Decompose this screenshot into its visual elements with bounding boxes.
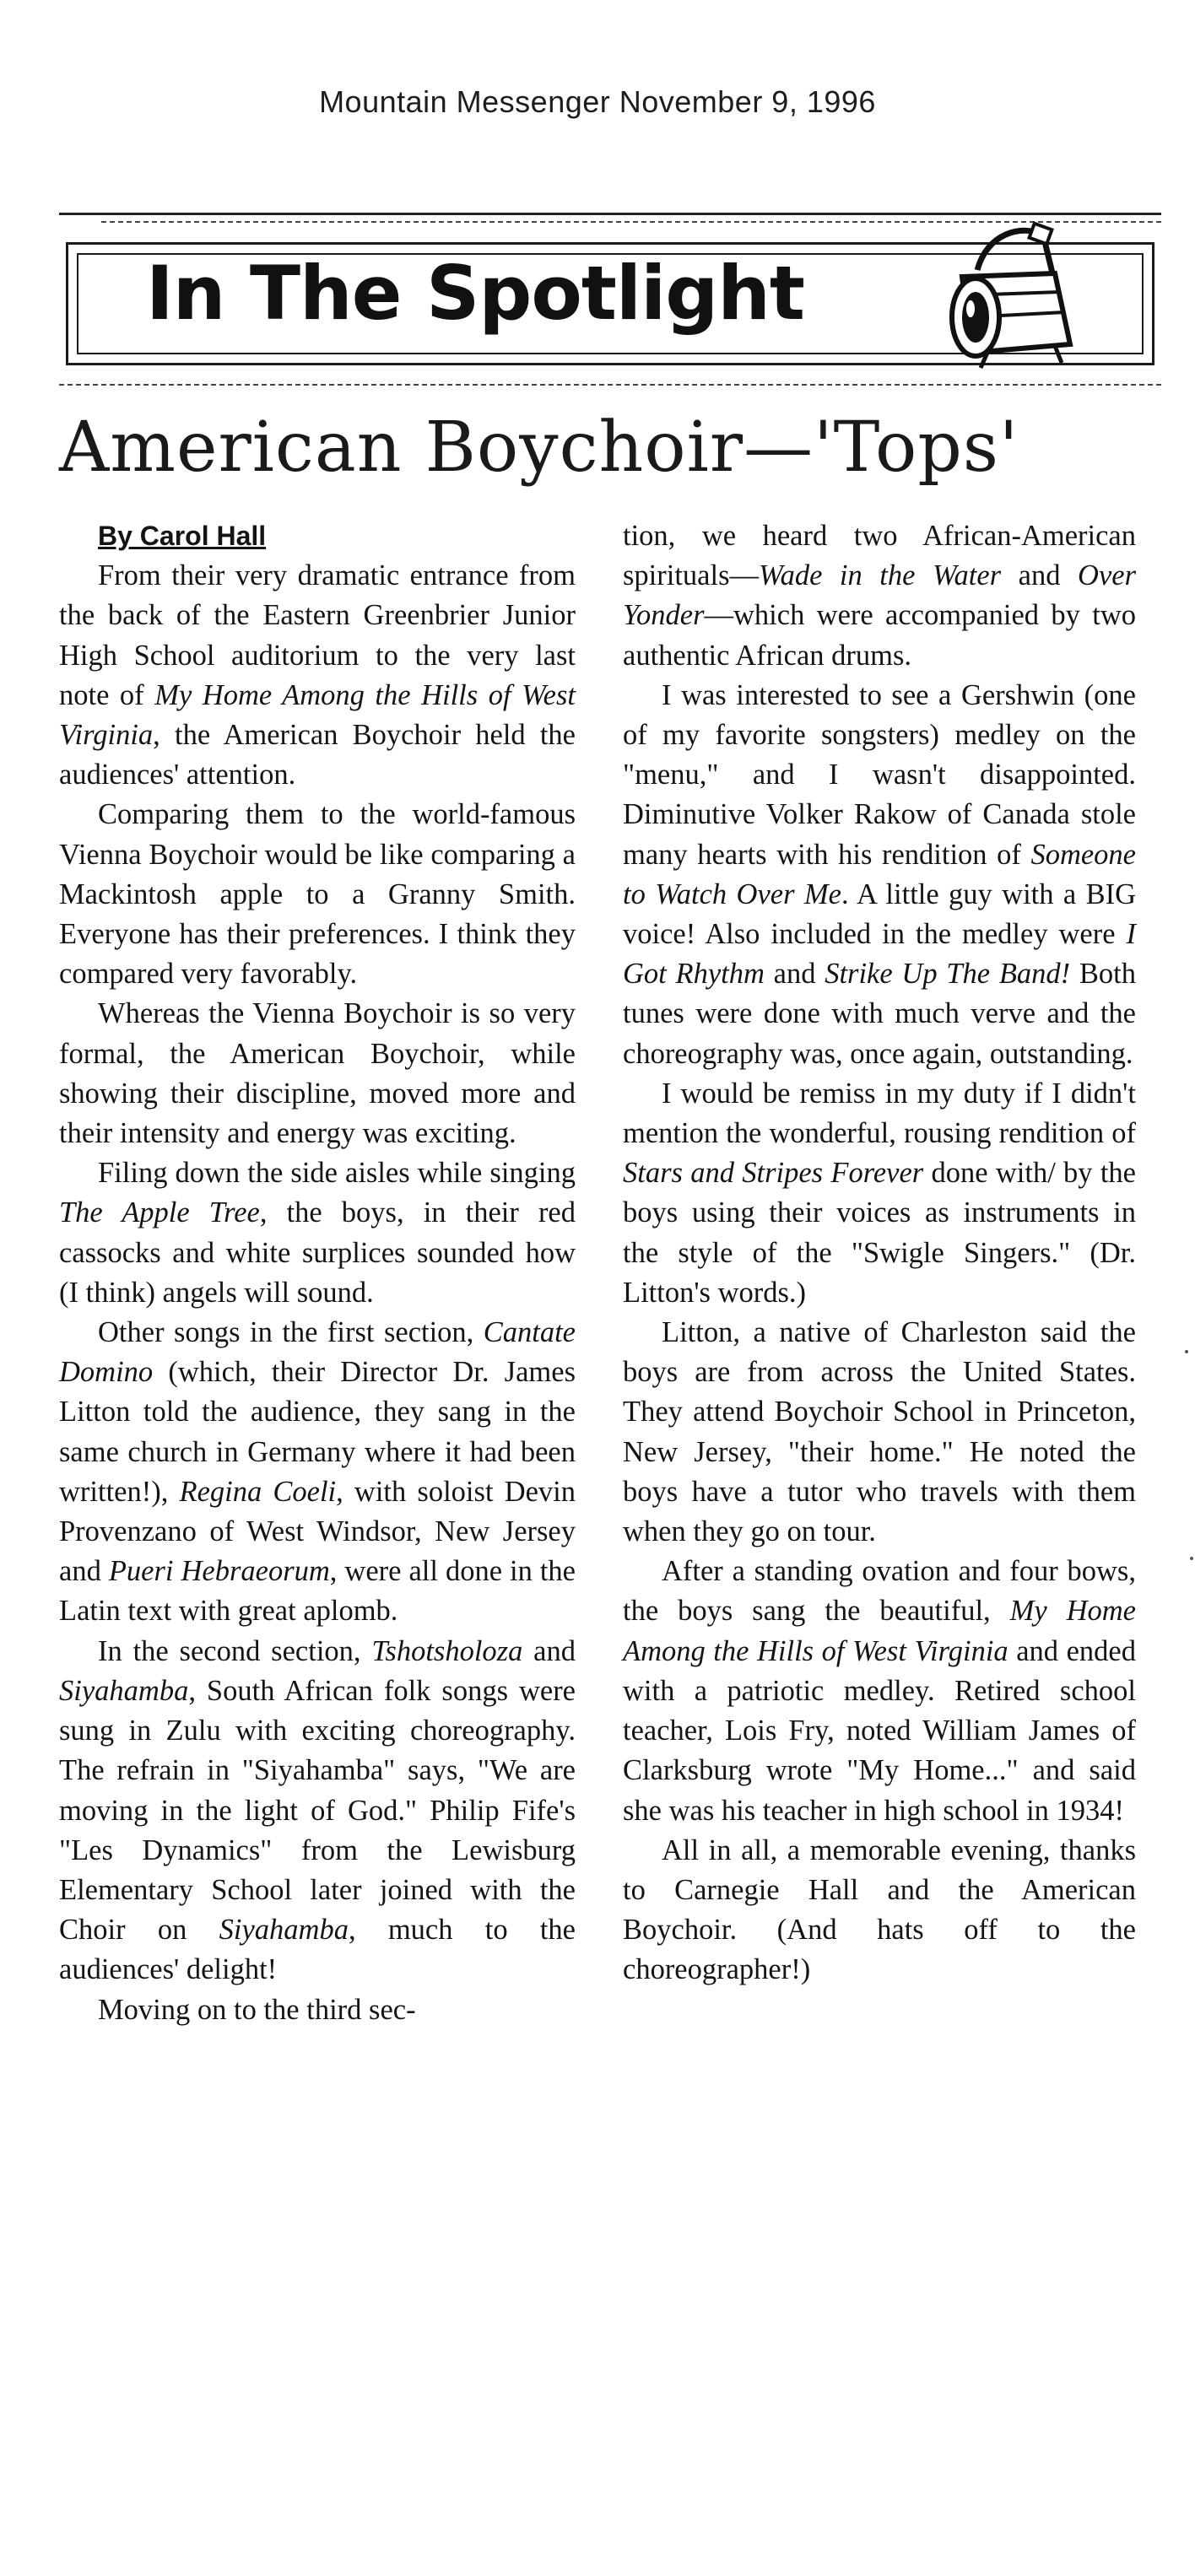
italic-title: Tshotsholoza [371, 1634, 523, 1667]
italic-title: Regina Coeli [179, 1475, 337, 1508]
italic-title: Wade in the Water [759, 559, 1002, 592]
bottom-dashed-rule [59, 384, 1161, 386]
text-run: In the second section, [98, 1634, 372, 1667]
scan-speck [1190, 1557, 1193, 1560]
text-run: Whereas the Vienna Boychoir is so very formal, the American Boychoir, while showing their discipline, moved more and their intensity and energy was exciting. [59, 997, 576, 1150]
text-run: Other songs in the first section, [98, 1316, 484, 1349]
text-run: and [1001, 559, 1079, 592]
italic-title: Siyahamba [59, 1674, 189, 1707]
text-run: tion, we heard two African-American spirituals— [623, 520, 1136, 592]
text-run: . A little guy with a BIG voice! Also included in the medley were [623, 878, 1136, 951]
right-paragraphs [623, 516, 1136, 1990]
italic-title: Pueri Hebraeorum [108, 1555, 330, 1588]
banner-title: In The Spotlight [146, 250, 804, 337]
text-run: Comparing them to the world-famous Vienna Boychoir would be like comparing a Mackintosh apple to a Granny Smith. Everyone has their preferences. I think they compared very favorably. [59, 798, 576, 991]
text-run: I would be remiss in my duty if I didn't mention the wonderful, rousing rendition of [623, 1077, 1136, 1150]
text-run: Filing down the side aisles while singing [98, 1157, 576, 1190]
article-paragraph [623, 516, 1136, 676]
spotlight-icon [928, 218, 1089, 378]
text-run: , much to the audiences' delight! [59, 1914, 576, 1986]
article-paragraph [59, 1313, 576, 1632]
scan-speck [1185, 1350, 1188, 1353]
article-column-left [59, 516, 576, 2030]
text-run: , were all done in the Latin text with great aplomb. [59, 1555, 576, 1628]
article-paragraph [623, 1831, 1136, 1990]
text-run: I was interested to see a Gershwin (one of my favorite songsters) medley on the "menu," and I wasn't disappointed. Diminutive Volker Rakow of Canada stole many hearts with his rendition of [623, 678, 1136, 871]
article-paragraph [623, 676, 1136, 1074]
article-paragraph [623, 1552, 1136, 1830]
article-paragraph [59, 795, 576, 994]
text-run: Moving on to the third sec- [98, 1993, 416, 2026]
masthead: Mountain Messenger November 9, 1996 [319, 84, 876, 119]
italic-title: My Home Among the Hills of West Virginia [59, 678, 576, 752]
text-run: Litton, a native of Charleston said the boys are from across the United States. They attend Boychoir School in Princeton, New Jersey, "their home." He noted the boys have a tutor who travels with them when they go on tour. [623, 1316, 1136, 1548]
byline: By Carol Hall [98, 521, 267, 551]
text-run: done with/ by the boys using their voices as instruments in the style of the "Swigle Singers." (Dr. Litton's words.) [623, 1157, 1136, 1309]
text-run: Both tunes were done with much verve and the choreography was, once again, outstanding. [623, 958, 1136, 1070]
italic-title: I Got Rhythm [623, 918, 1136, 991]
italic-title: Strike Up The Band! [825, 958, 1071, 991]
text-run: and [522, 1634, 576, 1667]
text-run: , with soloist Devin Provenzano of West Windsor, New Jersey and [59, 1475, 576, 1588]
headline: American Boychoir—'Tops' [59, 408, 1019, 488]
text-run: (which, their Director Dr. James Litton told the audience, they sang in the same church in Germany where it had been written!), [59, 1356, 576, 1508]
text-run: From their very dramatic entrance from the back of the Eastern Greenbrier Junior High School auditorium to the very last note of [59, 559, 576, 711]
article-paragraph [59, 556, 576, 795]
article-paragraph [623, 1313, 1136, 1552]
text-run: , the boys, in their red cassocks and white surplices sounded how (I think) angels will sound. [59, 1196, 576, 1309]
article-paragraph [59, 994, 576, 1153]
article-column-right [623, 516, 1136, 1990]
italic-title: Stars and Stripes Forever [623, 1157, 924, 1190]
article-paragraph [59, 1632, 576, 1990]
article-paragraph [59, 1153, 576, 1313]
text-run: —which were accompanied by two authentic African drums. [623, 599, 1136, 672]
italic-title: The Apple Tree [59, 1196, 260, 1229]
italic-title: Siyahamba [219, 1914, 349, 1947]
text-run: , the American Boychoir held the audiences' attention. [59, 719, 576, 791]
italic-title: Over Yonder [623, 559, 1136, 632]
top-rule [59, 213, 1161, 215]
italic-title: My Home Among the Hills of West Virginia [623, 1595, 1136, 1667]
italic-title: Someone to Watch Over Me [623, 838, 1136, 910]
text-run: After a standing ovation and four bows, the boys sang the beautiful, [623, 1555, 1136, 1628]
italic-title: Cantate Domino [59, 1316, 576, 1389]
text-run: and ended with a patriotic medley. Retired school teacher, Lois Fry, noted William James of Clarksburg wrote "My Home..." and said she was his teacher in high school in 1934! [623, 1634, 1136, 1827]
text-run: , South African folk songs were sung in Zulu with exciting choreography. The refrain in "Siyahamba" says, "We are moving in the light of God." Philip Fife's "Les Dynamics" from the Lewisburg Elementary School later joined with the Choir on [59, 1674, 576, 1947]
text-run: All in all, a memorable evening, thanks to Carnegie Hall and the American Boychoir. (And hats off to the choreographer!) [623, 1833, 1136, 1986]
article-paragraph [59, 1990, 576, 2030]
left-paragraphs [59, 556, 576, 2030]
text-run: and [764, 958, 825, 991]
article-paragraph [623, 1074, 1136, 1313]
